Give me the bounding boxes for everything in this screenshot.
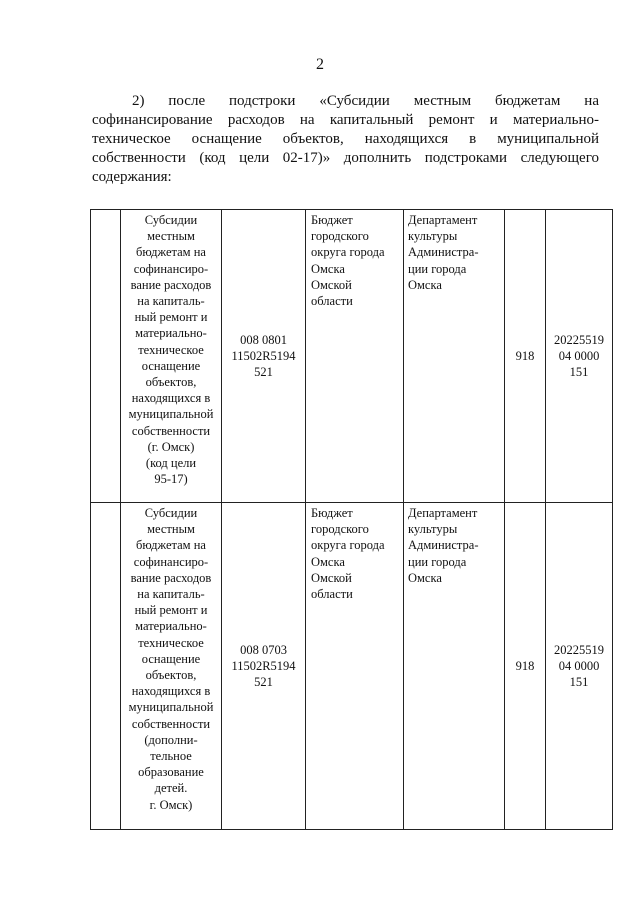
subsidy-name-cell bbox=[121, 503, 222, 830]
cell-line: 521 bbox=[254, 675, 273, 690]
cell-line: 04 0000 bbox=[558, 348, 600, 363]
cell-line: на капиталь- bbox=[137, 294, 205, 309]
cell-line: 95-17) bbox=[154, 472, 188, 487]
cell-line: софинансиро- bbox=[133, 261, 209, 276]
cell-line: Субсидии bbox=[144, 213, 198, 227]
table-row bbox=[91, 503, 613, 830]
cell-line: находящихся в bbox=[131, 391, 211, 406]
cell-line: городского bbox=[311, 229, 369, 244]
cell-line: оснащение bbox=[141, 358, 201, 373]
cell-line: бюджетам на bbox=[136, 245, 206, 260]
cell-line: 151 bbox=[569, 675, 589, 690]
cell-line: техническое bbox=[138, 342, 204, 357]
cell-line: находящихся в bbox=[131, 684, 211, 699]
cell-line: образование bbox=[138, 765, 204, 780]
cell-line: вание расходов bbox=[130, 570, 212, 585]
cell-line: (дополни- bbox=[144, 732, 198, 747]
cell-line: Омской bbox=[311, 570, 352, 585]
cell-line: 008 0801 bbox=[240, 332, 287, 347]
cell-line: вание расходов bbox=[130, 277, 212, 292]
cell-line: Департамент bbox=[408, 506, 478, 520]
cell-line: 20225519 bbox=[554, 332, 604, 347]
kbk-code-cell bbox=[546, 210, 613, 503]
budget-cell bbox=[306, 210, 404, 503]
cell-line: местным bbox=[147, 229, 195, 244]
cell-line: тельное bbox=[150, 749, 192, 764]
intro-line: софинансирование расходов на капитальный ремонт и материально- bbox=[92, 112, 599, 128]
cell-line: Омска bbox=[408, 570, 442, 585]
cell-line: Бюджет bbox=[311, 213, 353, 227]
page-number: 2 bbox=[316, 56, 324, 73]
cell-line: объектов, bbox=[145, 668, 197, 683]
cell-line: 11502R5194 bbox=[231, 658, 296, 673]
budget-cell bbox=[306, 503, 404, 830]
cell-line: городского bbox=[311, 522, 369, 537]
cell-line: Департамент bbox=[408, 213, 478, 227]
cell-line: 20225519 bbox=[554, 642, 604, 657]
cell-line: детей. bbox=[154, 781, 188, 796]
cell-line: материально- bbox=[135, 619, 207, 634]
cell-line: бюджетам на bbox=[136, 538, 206, 553]
cell-line: муниципальной bbox=[128, 700, 214, 715]
cell-line: объектов, bbox=[145, 375, 197, 390]
cell-line: Омска bbox=[311, 261, 345, 276]
cell-line: ции города bbox=[408, 261, 467, 276]
cell-line: ный ремонт и bbox=[134, 310, 208, 325]
cell-line: Администра- bbox=[408, 538, 479, 553]
budget-code-cell bbox=[222, 210, 306, 503]
cell-line: г. Омск) bbox=[149, 797, 193, 812]
cell-line: округа города bbox=[311, 245, 385, 260]
intro-line: 2) после подстроки «Субсидии местным бюджетам на bbox=[132, 93, 599, 109]
table-row bbox=[91, 210, 613, 503]
department-number-cell bbox=[505, 503, 546, 830]
intro-line: собственности (код цели 02-17)» дополнить подстроками следующего bbox=[92, 150, 599, 166]
cell-line: Омской bbox=[311, 277, 352, 292]
cell-line: муниципальной bbox=[128, 407, 214, 422]
cell-line: области bbox=[311, 294, 353, 309]
empty-cell bbox=[91, 210, 121, 503]
cell-line: оснащение bbox=[141, 651, 201, 666]
budget-code-cell bbox=[222, 503, 306, 830]
cell-line: Администра- bbox=[408, 245, 479, 260]
administrator-cell bbox=[404, 503, 505, 830]
subsidy-name-cell bbox=[121, 210, 222, 503]
cell-line: на капиталь- bbox=[137, 587, 205, 602]
intro-line: техническое оснащение объектов, находящихся в муниципальной bbox=[92, 131, 599, 147]
cell-line: ный ремонт и bbox=[134, 603, 208, 618]
kbk-code-cell bbox=[546, 503, 613, 830]
subsidy-table bbox=[90, 209, 613, 830]
cell-line: культуры bbox=[408, 229, 458, 244]
cell-line: 04 0000 bbox=[558, 658, 600, 673]
cell-line: 151 bbox=[569, 365, 589, 380]
cell-line: софинансиро- bbox=[133, 554, 209, 569]
cell-line: Субсидии bbox=[144, 506, 198, 520]
cell-line: ции города bbox=[408, 554, 467, 569]
cell-value: 918 bbox=[515, 658, 535, 673]
administrator-cell bbox=[404, 210, 505, 503]
cell-line: (код цели bbox=[145, 456, 197, 471]
cell-line: техническое bbox=[138, 635, 204, 650]
cell-line: (г. Омск) bbox=[147, 439, 195, 454]
cell-line: 521 bbox=[254, 365, 273, 380]
cell-line: местным bbox=[147, 522, 195, 537]
cell-line: 11502R5194 bbox=[231, 348, 296, 363]
intro-line: содержания: bbox=[92, 169, 172, 185]
cell-value: 918 bbox=[515, 348, 535, 363]
cell-line: Омска bbox=[311, 554, 345, 569]
intro-paragraph bbox=[92, 92, 599, 187]
department-number-cell bbox=[505, 210, 546, 503]
cell-line: материально- bbox=[135, 326, 207, 341]
empty-cell bbox=[91, 503, 121, 830]
cell-line: культуры bbox=[408, 522, 458, 537]
cell-line: собственности bbox=[131, 423, 211, 438]
cell-line: округа города bbox=[311, 538, 385, 553]
cell-line: собственности bbox=[131, 716, 211, 731]
cell-line: Омска bbox=[408, 277, 442, 292]
cell-line: области bbox=[311, 587, 353, 602]
cell-line: Бюджет bbox=[311, 506, 353, 520]
cell-line: 008 0703 bbox=[240, 642, 287, 657]
